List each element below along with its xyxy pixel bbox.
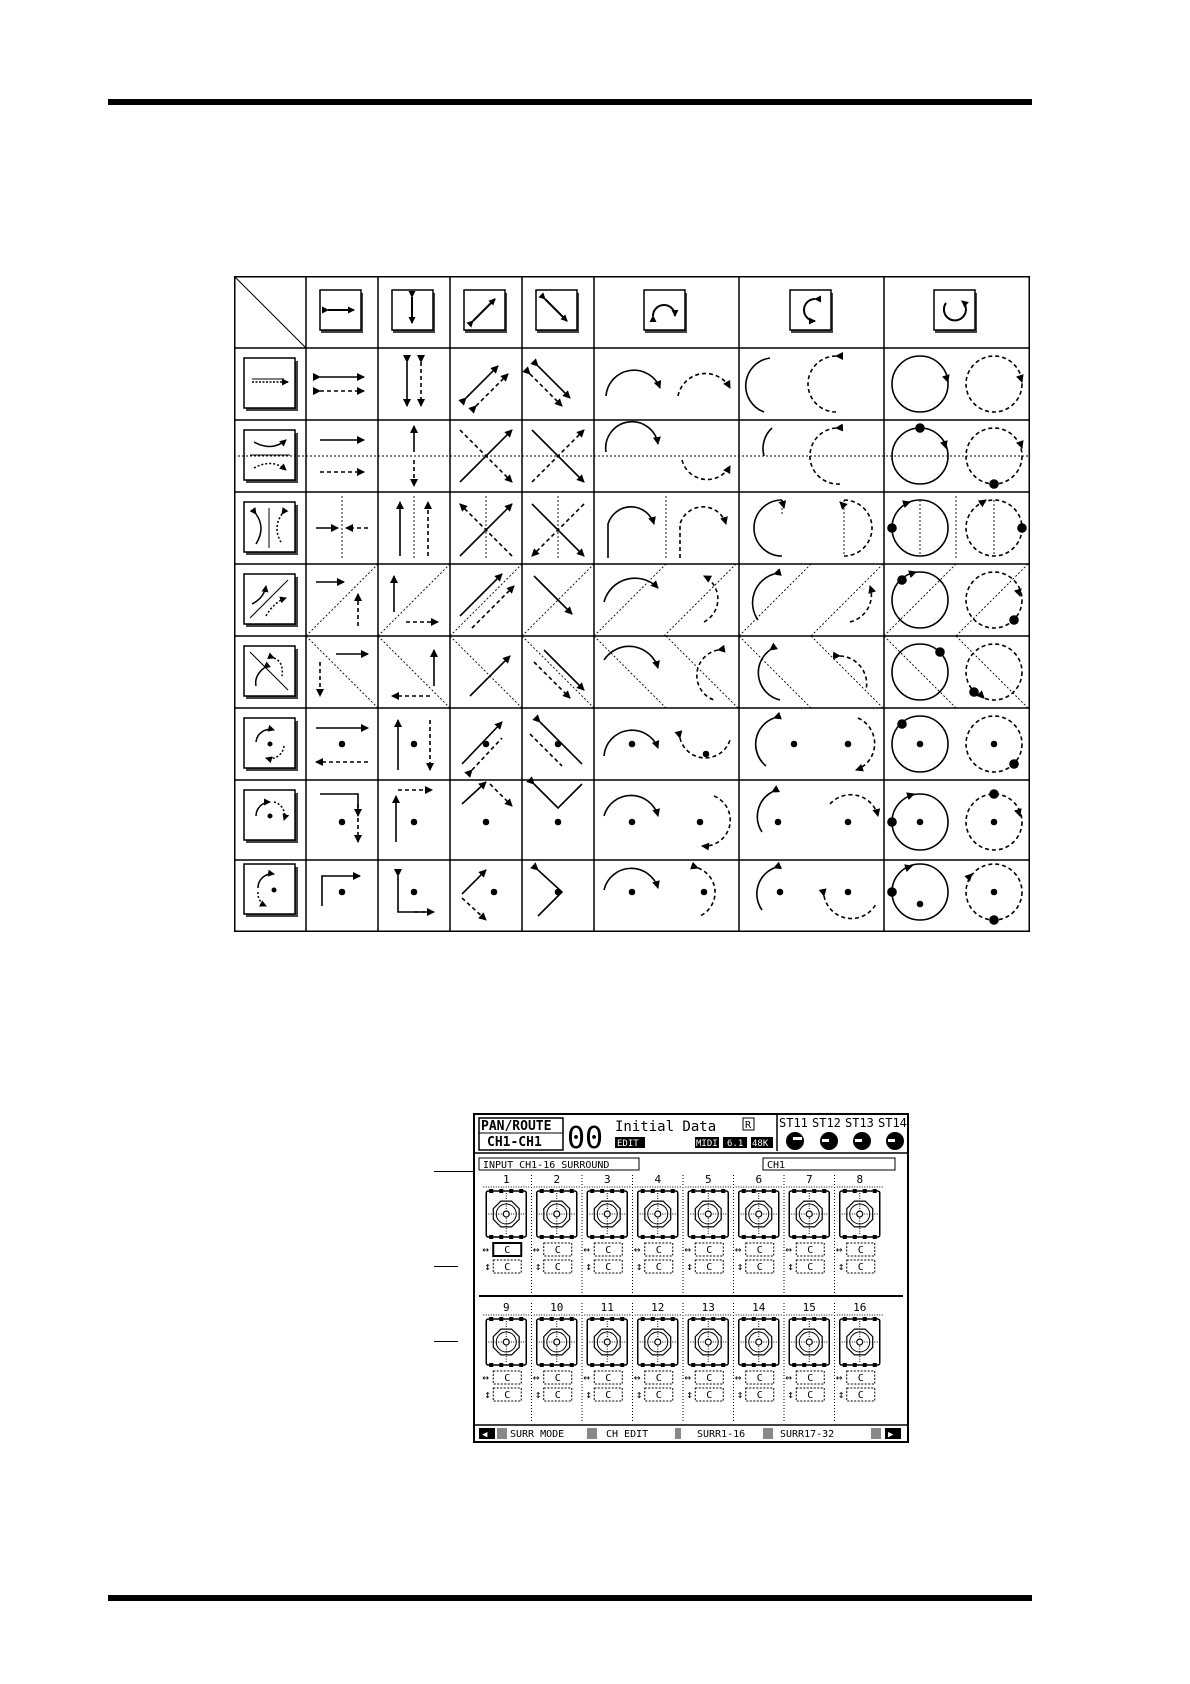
lr-pan-icon: ↔ bbox=[734, 1243, 742, 1256]
fb-pan-icon: ↕ bbox=[635, 1260, 643, 1273]
lr-pan-value: C bbox=[706, 1245, 713, 1256]
fb-pan-icon: ↕ bbox=[787, 1260, 794, 1273]
callout-line-pan-params bbox=[434, 1266, 458, 1267]
tab-ch-edit[interactable]: CH EDIT bbox=[606, 1429, 649, 1440]
surround-pan-display[interactable] bbox=[537, 1317, 577, 1367]
fb-pan-icon: ↕ bbox=[585, 1260, 592, 1273]
lr-pan-value: C bbox=[504, 1245, 511, 1256]
rotate-point-mode-icon bbox=[244, 718, 298, 771]
callout-line-pan-params-lower bbox=[434, 1341, 458, 1342]
fb-pan-icon: ↕ bbox=[686, 1388, 693, 1401]
surround-pan-display[interactable] bbox=[789, 1317, 829, 1367]
bottom-rule bbox=[108, 1595, 1032, 1601]
channel-number: 6 bbox=[755, 1173, 763, 1186]
surround-pan-display[interactable] bbox=[587, 1317, 627, 1367]
surround-pan-display[interactable] bbox=[638, 1317, 678, 1367]
fb-pan-value: C bbox=[504, 1390, 511, 1401]
row-2-patterns bbox=[234, 422, 1030, 488]
fb-pan-icon: ↕ bbox=[837, 1388, 845, 1401]
lr-pan-value: C bbox=[756, 1245, 763, 1256]
lr-pan-icon: ↔ bbox=[734, 1371, 742, 1384]
fb-pan-value: C bbox=[605, 1262, 612, 1273]
channel-number: 15 bbox=[802, 1301, 816, 1314]
surround-pan-display[interactable] bbox=[688, 1189, 728, 1239]
fb-pan-value: C bbox=[756, 1262, 763, 1273]
diagonal-down-arrow-icon bbox=[536, 290, 579, 333]
fb-pan-icon: ↕ bbox=[534, 1388, 542, 1401]
surround-pattern-table bbox=[234, 276, 1030, 932]
fb-pan-value: C bbox=[655, 1262, 662, 1273]
lr-pan-value: C bbox=[857, 1245, 864, 1256]
fb-pan-value: C bbox=[504, 1262, 511, 1273]
fb-pan-icon: ↕ bbox=[787, 1388, 794, 1401]
vertical-arrow-icon bbox=[392, 290, 435, 333]
arc-vertical-icon bbox=[790, 290, 833, 333]
table-grid bbox=[234, 276, 1030, 932]
channel-number: 3 bbox=[603, 1173, 611, 1186]
single-arrow-mode-icon bbox=[244, 358, 298, 411]
r-badge: R bbox=[745, 1120, 752, 1131]
fb-pan-value: C bbox=[706, 1262, 713, 1273]
mirror-diagonal-down-mode-icon bbox=[244, 646, 298, 699]
row-7-patterns bbox=[320, 782, 1022, 850]
column-header-icons bbox=[320, 290, 977, 333]
row-3-patterns bbox=[316, 496, 1026, 560]
channel-number: 13 bbox=[701, 1301, 715, 1314]
fb-pan-value: C bbox=[807, 1262, 814, 1273]
circle-rotation-icon bbox=[934, 290, 977, 333]
lr-pan-value: C bbox=[706, 1373, 713, 1384]
lr-pan-icon: ↔ bbox=[835, 1243, 843, 1256]
lr-pan-icon: ↔ bbox=[835, 1371, 843, 1384]
lcd-surround-screen bbox=[473, 1113, 909, 1443]
lr-pan-icon: ↔ bbox=[684, 1243, 691, 1256]
lr-pan-icon: ↔ bbox=[785, 1243, 792, 1256]
channel-number: 4 bbox=[654, 1173, 662, 1186]
rotate-corner-mode-icon bbox=[244, 790, 298, 843]
scene-number: 00 bbox=[567, 1121, 604, 1156]
st-label-2: ST12 bbox=[812, 1116, 841, 1130]
edit-badge: EDIT bbox=[617, 1139, 639, 1149]
fb-pan-value: C bbox=[554, 1390, 561, 1401]
lr-pan-icon: ↔ bbox=[482, 1371, 489, 1384]
row-4-patterns bbox=[306, 564, 1028, 636]
fb-pan-value: C bbox=[554, 1262, 561, 1273]
title-line2: CH1-CH1 bbox=[487, 1135, 542, 1150]
fb-pan-icon: ↕ bbox=[484, 1260, 491, 1273]
lr-pan-icon: ↔ bbox=[633, 1371, 641, 1384]
lr-pan-value: C bbox=[857, 1373, 864, 1384]
lr-pan-icon: ↔ bbox=[633, 1243, 641, 1256]
channel-number: 2 bbox=[553, 1173, 561, 1186]
lr-pan-icon: ↔ bbox=[482, 1243, 489, 1256]
surround-pan-display[interactable] bbox=[587, 1189, 627, 1239]
lr-pan-value: C bbox=[807, 1245, 814, 1256]
channel-number: 5 bbox=[704, 1173, 712, 1186]
surround-badge: 6.1 bbox=[727, 1139, 744, 1149]
tab-surr1-16[interactable]: SURR1-16 bbox=[697, 1429, 746, 1440]
lr-pan-value: C bbox=[504, 1373, 511, 1384]
fb-pan-icon: ↕ bbox=[585, 1388, 592, 1401]
fb-pan-value: C bbox=[807, 1390, 814, 1401]
rate-badge: 48K bbox=[752, 1139, 769, 1149]
channel-number: 12 bbox=[651, 1301, 665, 1314]
lr-pan-icon: ↔ bbox=[583, 1243, 590, 1256]
mirror-vertical-mode-icon bbox=[244, 502, 298, 555]
surround-pan-display[interactable] bbox=[486, 1189, 526, 1239]
mirror-diagonal-up-mode-icon bbox=[244, 574, 298, 627]
callout-line-pan-display bbox=[434, 1171, 474, 1172]
row-6-patterns bbox=[316, 716, 1022, 772]
fb-pan-value: C bbox=[655, 1390, 662, 1401]
scene-name: Initial Data bbox=[615, 1119, 717, 1135]
pattern-diagrams bbox=[234, 356, 1030, 924]
surround-pan-display[interactable] bbox=[537, 1189, 577, 1239]
lr-pan-icon: ↔ bbox=[684, 1371, 691, 1384]
tab-prev[interactable]: ◀ bbox=[482, 1430, 488, 1440]
lr-pan-icon: ↔ bbox=[532, 1371, 540, 1384]
fb-pan-value: C bbox=[857, 1262, 864, 1273]
lr-pan-value: C bbox=[655, 1373, 662, 1384]
lr-pan-icon: ↔ bbox=[785, 1371, 792, 1384]
surround-pan-display[interactable] bbox=[688, 1317, 728, 1367]
row-header-icons bbox=[244, 358, 298, 917]
tab-surr17-32[interactable]: SURR17-32 bbox=[780, 1429, 835, 1440]
horizontal-arrow-icon bbox=[320, 290, 363, 333]
fb-pan-icon: ↕ bbox=[534, 1260, 542, 1273]
surround-pan-display[interactable] bbox=[486, 1317, 526, 1367]
lr-pan-icon: ↔ bbox=[583, 1371, 590, 1384]
channel-number: 16 bbox=[853, 1301, 867, 1314]
surround-pan-display[interactable] bbox=[789, 1189, 829, 1239]
lr-pan-icon: ↔ bbox=[532, 1243, 540, 1256]
st-label-1: ST11 bbox=[779, 1116, 808, 1130]
mirror-horizontal-mode-icon bbox=[244, 430, 298, 483]
channel-number: 14 bbox=[752, 1301, 766, 1314]
channel-number: 1 bbox=[502, 1173, 510, 1186]
title-line1: PAN/ROUTE bbox=[481, 1119, 552, 1134]
channel-number: 11 bbox=[600, 1301, 614, 1314]
surround-pan-display[interactable] bbox=[739, 1189, 779, 1239]
row-1-patterns bbox=[320, 356, 1022, 412]
fb-pan-icon: ↕ bbox=[837, 1260, 845, 1273]
page-label: INPUT CH1-16 SURROUND bbox=[483, 1160, 610, 1171]
lr-pan-value: C bbox=[605, 1245, 612, 1256]
channel-number: 10 bbox=[550, 1301, 564, 1314]
surround-pan-display[interactable] bbox=[638, 1189, 678, 1239]
st-label-4: ST14 bbox=[878, 1116, 907, 1130]
diagonal-up-arrow-icon bbox=[464, 290, 507, 333]
surround-pan-display[interactable] bbox=[840, 1317, 880, 1367]
surround-pan-display[interactable] bbox=[840, 1189, 880, 1239]
channel-number: 7 bbox=[805, 1173, 813, 1186]
rotate-offset-mode-icon bbox=[244, 864, 298, 917]
lr-pan-value: C bbox=[655, 1245, 662, 1256]
fb-pan-value: C bbox=[756, 1390, 763, 1401]
midi-badge: MIDI bbox=[696, 1139, 718, 1149]
lr-pan-value: C bbox=[807, 1373, 814, 1384]
lr-pan-value: C bbox=[554, 1245, 561, 1256]
fb-pan-value: C bbox=[706, 1390, 713, 1401]
fb-pan-icon: ↕ bbox=[686, 1260, 693, 1273]
fb-pan-icon: ↕ bbox=[635, 1388, 643, 1401]
arc-horizontal-icon bbox=[644, 290, 687, 333]
channel-number: 8 bbox=[856, 1173, 864, 1186]
row-5-patterns bbox=[306, 636, 1028, 708]
fb-pan-icon: ↕ bbox=[736, 1260, 744, 1273]
fb-pan-value: C bbox=[605, 1390, 612, 1401]
st-label-3: ST13 bbox=[845, 1116, 874, 1130]
tab-next[interactable]: ▶ bbox=[888, 1430, 894, 1440]
lr-pan-value: C bbox=[554, 1373, 561, 1384]
top-rule bbox=[108, 99, 1032, 105]
fb-pan-icon: ↕ bbox=[736, 1388, 744, 1401]
surround-pan-display[interactable] bbox=[739, 1317, 779, 1367]
row-8-patterns bbox=[322, 864, 1022, 924]
channel-name: CH1 bbox=[767, 1160, 786, 1171]
tab-surr-mode[interactable]: SURR MODE bbox=[510, 1429, 565, 1440]
channel-number: 9 bbox=[502, 1301, 510, 1314]
lr-pan-value: C bbox=[605, 1373, 612, 1384]
lr-pan-value: C bbox=[756, 1373, 763, 1384]
fb-pan-value: C bbox=[857, 1390, 864, 1401]
fb-pan-icon: ↕ bbox=[484, 1388, 491, 1401]
